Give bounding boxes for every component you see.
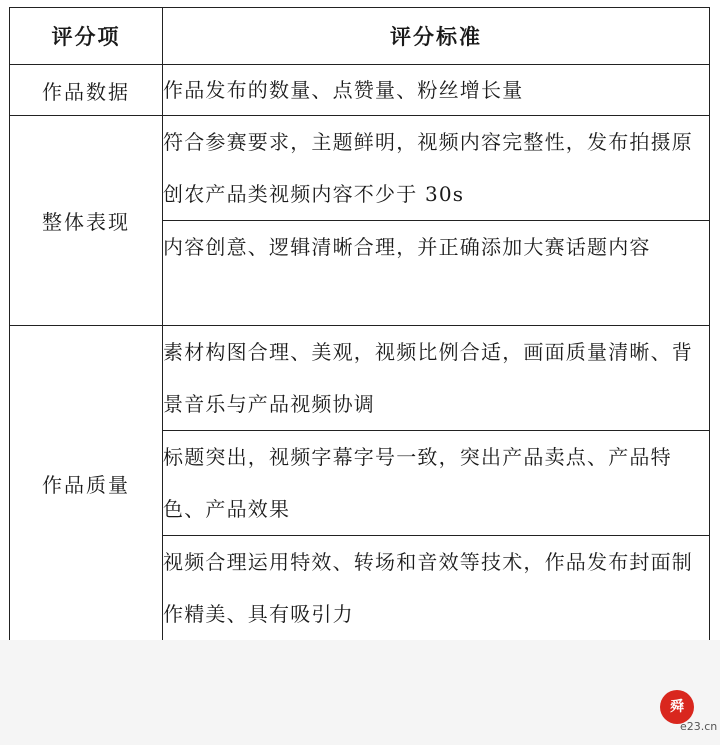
bottom-margin — [0, 640, 720, 745]
watermark-site-text: e23.cn — [680, 720, 718, 733]
header-scoring-standard: 评分标准 — [163, 8, 710, 65]
standard-cell: 素材构图合理、美观，视频比例合适，画面质量清晰、背景音乐与产品视频协调 — [163, 326, 710, 431]
table-row — [10, 116, 710, 221]
table-row — [10, 326, 710, 431]
table-header-row — [10, 8, 710, 65]
standard-cell: 视频合理运用特效、转场和音效等技术，作品发布封面制作精美、具有吸引力 — [163, 536, 710, 641]
scoring-criteria-table — [9, 7, 710, 641]
standard-cell: 符合参赛要求，主题鲜明，视频内容完整性，发布拍摄原创农产品类视频内容不少于 30s — [163, 116, 710, 221]
row-item-label: 作品质量 — [10, 326, 163, 641]
row-item-label: 整体表现 — [10, 116, 163, 326]
row-item-label: 作品数据 — [10, 65, 163, 116]
table-row — [10, 65, 710, 116]
seal-logo-icon: 舜 — [660, 690, 694, 724]
standard-cell: 内容创意、逻辑清晰合理，并正确添加大赛话题内容 — [163, 221, 710, 326]
standard-cell: 标题突出，视频字幕字号一致，突出产品卖点、产品特色、产品效果 — [163, 431, 710, 536]
header-scoring-item: 评分项 — [10, 8, 163, 65]
site-watermark — [660, 690, 718, 736]
standard-cell: 作品发布的数量、点赞量、粉丝增长量 — [163, 65, 710, 116]
